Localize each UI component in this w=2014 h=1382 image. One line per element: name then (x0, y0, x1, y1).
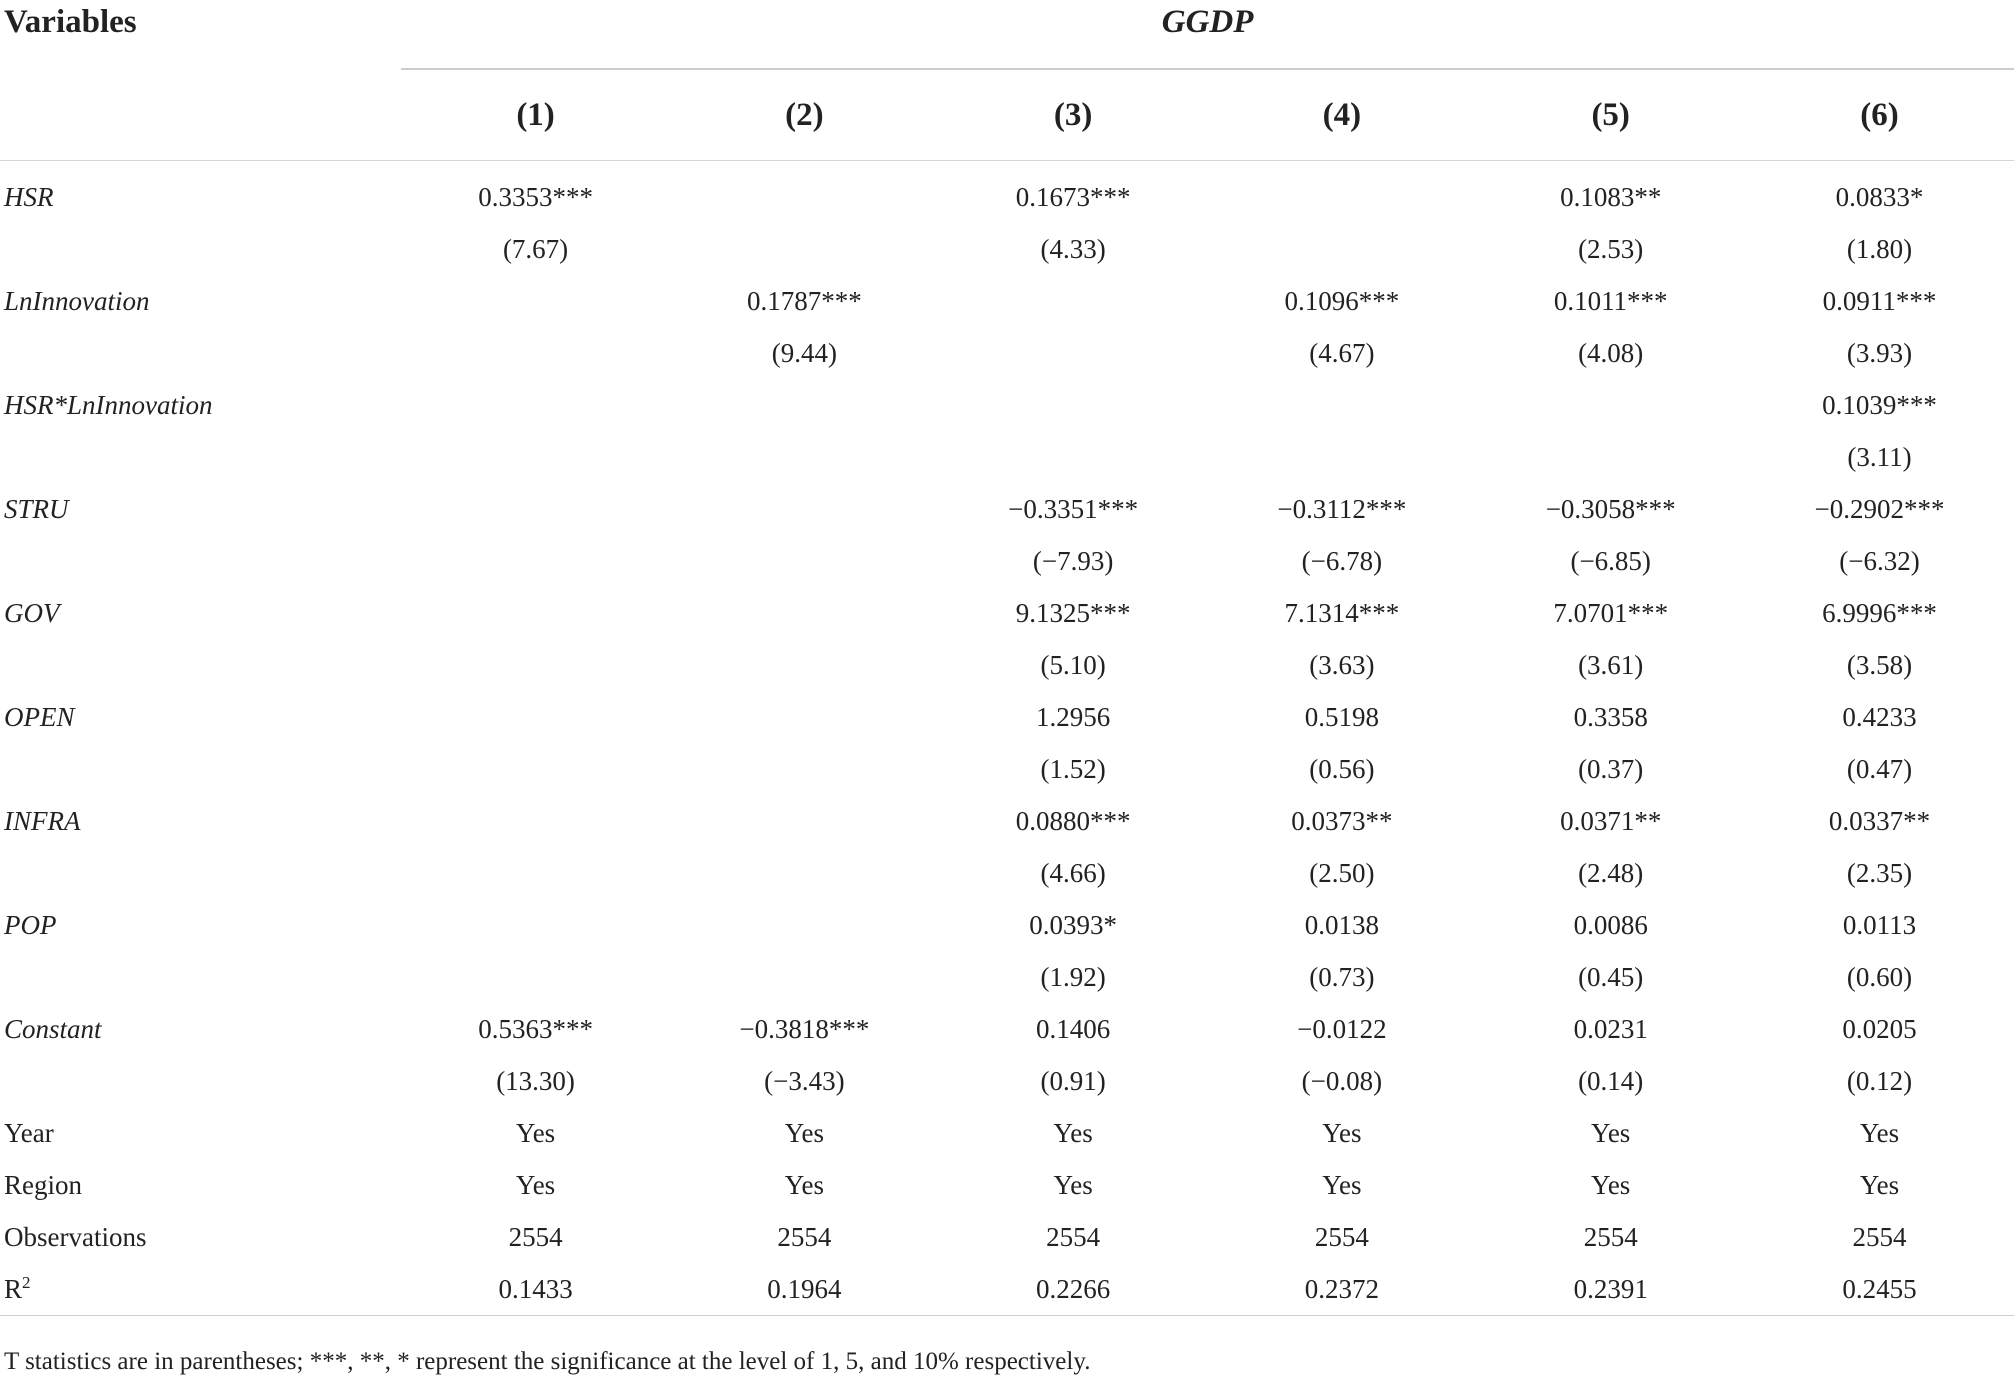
variable-label: POP (4, 909, 57, 940)
column-number-row (0, 69, 2014, 161)
coefficient-cell: 0.4233 (1842, 701, 1917, 732)
coefficient-cell (1208, 161, 1477, 224)
tstat-cell (1476, 431, 1745, 483)
table-row-tstat (0, 535, 2014, 587)
table-row-coefficient (0, 1003, 2014, 1055)
column-header: (5) (1476, 69, 1745, 161)
coefficient-cell (670, 483, 939, 535)
coefficient-cell (401, 379, 670, 431)
tstat-cell: (5.10) (1040, 649, 1106, 680)
coefficient-cell: 0.0138 (1304, 909, 1380, 940)
tstat-cell: (0.14) (1578, 1065, 1644, 1096)
variable-label-blank (0, 847, 401, 899)
variable-label: HSR*LnInnovation (4, 389, 213, 420)
tstat-cell: (−6.78) (1301, 545, 1383, 576)
coefficient-cell: −0.3112*** (1277, 493, 1407, 524)
table-row-tstat (0, 223, 2014, 275)
table-row-coefficient (0, 275, 2014, 327)
coefficient-cell: −0.3818*** (739, 1013, 870, 1044)
tstat-cell (670, 431, 939, 483)
coefficient-cell: 0.1406 (1036, 1013, 1111, 1044)
table-row-r-squared (0, 1263, 2014, 1316)
tstat-cell (670, 639, 939, 691)
coefficient-cell (401, 691, 670, 743)
tstat-cell: (2.53) (1578, 233, 1644, 264)
tstat-cell: (0.37) (1578, 753, 1644, 784)
tstat-cell: (7.67) (502, 233, 569, 264)
summary-cell: 2554 (508, 1221, 563, 1252)
table-row-coefficient (0, 379, 2014, 431)
coefficient-cell: 0.0337** (1828, 805, 1931, 836)
table-row-tstat (0, 639, 2014, 691)
summary-cell: Yes (1053, 1117, 1093, 1148)
coefficient-cell: 0.5198 (1304, 701, 1380, 732)
r-squared-label (0, 1263, 401, 1316)
summary-cell: 2554 (777, 1221, 832, 1252)
tstat-cell: (4.33) (1040, 233, 1106, 264)
tstat-cell: (−3.43) (764, 1065, 845, 1096)
tstat-cell: (3.93) (1846, 337, 1913, 368)
table-header-row (0, 0, 2014, 69)
coefficient-cell: 0.1673*** (1015, 181, 1131, 212)
tstat-cell (670, 743, 939, 795)
coefficient-cell (401, 483, 670, 535)
summary-cell: Yes (515, 1169, 556, 1200)
summary-cell: 2554 (1314, 1221, 1369, 1252)
column-header-blank (0, 69, 401, 161)
summary-cell: Yes (1591, 1117, 1631, 1148)
tstat-cell: (4.67) (1309, 337, 1375, 368)
summary-cell: Yes (1591, 1169, 1631, 1200)
column-header: (6) (1745, 69, 2014, 161)
coefficient-cell: 0.0880*** (1015, 805, 1131, 836)
coefficient-cell: −0.0122 (1297, 1013, 1387, 1044)
coefficient-cell: 0.0205 (1842, 1013, 1917, 1044)
tstat-cell (401, 535, 670, 587)
r-squared-label-superscript: 2 (22, 1272, 31, 1292)
table-row-coefficient (0, 899, 2014, 951)
tstat-cell (1208, 431, 1477, 483)
coefficient-cell (1476, 379, 1745, 431)
tstat-cell: (4.08) (1578, 337, 1644, 368)
tstat-cell: (0.73) (1309, 961, 1375, 992)
table-footnote: T statistics are in parentheses; ***, **, * represent the significance at the level of 1, 5, and 10% respectively. (4, 1348, 1091, 1375)
r-squared-cell: 0.1964 (670, 1263, 939, 1316)
table-body (0, 161, 2014, 1316)
column-header: (2) (670, 69, 939, 161)
coefficient-cell: 0.1096*** (1284, 285, 1400, 316)
coefficient-cell (670, 691, 939, 743)
tstat-cell: (−6.85) (1570, 545, 1651, 576)
variable-label-blank (0, 743, 401, 795)
tstat-cell: (−6.32) (1839, 545, 1920, 576)
table-row-tstat (0, 1055, 2014, 1107)
table-row-coefficient (0, 795, 2014, 847)
r-squared-cell: 0.2455 (1745, 1263, 2014, 1316)
coefficient-cell: 0.0086 (1573, 909, 1648, 940)
column-header: (1) (401, 69, 670, 161)
variable-label-blank (0, 223, 401, 275)
coefficient-cell (401, 275, 670, 327)
tstat-cell (401, 639, 670, 691)
summary-cell: Yes (784, 1169, 824, 1200)
tstat-cell (670, 223, 939, 275)
coefficient-cell (401, 899, 670, 951)
coefficient-cell (401, 795, 670, 847)
tstat-cell (401, 431, 670, 483)
table-row-tstat (0, 951, 2014, 1003)
table-row-coefficient (0, 691, 2014, 743)
table-row-summary (0, 1159, 2014, 1211)
summary-cell: Yes (1322, 1169, 1362, 1200)
variable-label: HSR (4, 181, 54, 212)
summary-cell: 2554 (1852, 1221, 1907, 1252)
coefficient-cell: 0.3358 (1573, 701, 1648, 732)
coefficient-cell: −0.2902*** (1814, 493, 1945, 524)
coefficient-cell: 0.0911*** (1822, 285, 1937, 316)
r-squared-cell: 0.2372 (1208, 1263, 1477, 1316)
tstat-cell: (4.66) (1040, 857, 1106, 888)
summary-cell: Yes (515, 1117, 556, 1148)
summary-cell: 2554 (1046, 1221, 1101, 1252)
dependent-variable-header: GGDP (401, 0, 2014, 69)
coefficient-cell (670, 899, 939, 951)
tstat-cell (401, 327, 670, 379)
tstat-cell: (13.30) (496, 1065, 575, 1096)
variable-label: LnInnovation (4, 285, 150, 316)
variable-label-blank (0, 431, 401, 483)
tstat-cell (939, 431, 1208, 483)
variables-header: Variables (4, 4, 137, 40)
coefficient-cell: 0.0833* (1835, 181, 1924, 212)
tstat-cell: (0.91) (1040, 1065, 1106, 1096)
coefficient-cell: 0.0371** (1560, 805, 1662, 836)
coefficient-cell: 0.5363*** (478, 1013, 593, 1044)
coefficient-cell: 7.1314*** (1284, 597, 1400, 628)
column-header: (4) (1208, 69, 1477, 161)
r-squared-label-base: R (4, 1273, 23, 1304)
tstat-cell: (−0.08) (1301, 1065, 1383, 1096)
r-squared-cell: 0.1433 (401, 1263, 670, 1316)
coefficient-cell: 0.0373** (1291, 805, 1393, 836)
summary-label: Observations (4, 1221, 147, 1252)
table-row-coefficient (0, 161, 2014, 224)
tstat-cell: (0.45) (1578, 961, 1644, 992)
coefficient-cell (1208, 379, 1477, 431)
table-row-tstat (0, 743, 2014, 795)
coefficient-cell: 0.0113 (1842, 909, 1917, 940)
tstat-cell: (1.52) (1040, 753, 1106, 784)
tstat-cell: (3.11) (1847, 441, 1912, 472)
tstat-cell: (1.80) (1846, 233, 1913, 264)
coefficient-cell: 0.3353*** (478, 181, 593, 212)
tstat-cell: (0.47) (1846, 753, 1913, 784)
summary-label: Year (4, 1117, 54, 1148)
coefficient-cell: 0.1083** (1560, 181, 1662, 212)
variable-label: OPEN (4, 701, 75, 732)
tstat-cell: (0.60) (1846, 961, 1913, 992)
tstat-cell: (0.12) (1846, 1065, 1913, 1096)
tstat-cell: (1.92) (1040, 961, 1106, 992)
tstat-cell: (0.56) (1309, 753, 1375, 784)
summary-cell: Yes (1322, 1117, 1362, 1148)
r-squared-cell: 0.2391 (1476, 1263, 1745, 1316)
coefficient-cell: 0.1039*** (1822, 389, 1937, 420)
tstat-cell (401, 951, 670, 1003)
coefficient-cell (670, 161, 939, 224)
summary-cell: Yes (1053, 1169, 1093, 1200)
tstat-cell: (3.63) (1309, 649, 1375, 680)
tstat-cell (401, 847, 670, 899)
tstat-cell (939, 327, 1208, 379)
coefficient-cell: 6.9996*** (1822, 597, 1937, 628)
summary-cell: Yes (1859, 1117, 1900, 1148)
tstat-cell (670, 951, 939, 1003)
variable-label: STRU (4, 493, 69, 524)
variable-label-blank (0, 639, 401, 691)
summary-cell: 2554 (1583, 1221, 1638, 1252)
tstat-cell: (−7.93) (1032, 545, 1114, 576)
variable-label-blank (0, 535, 401, 587)
tstat-cell (670, 535, 939, 587)
summary-label: Region (4, 1169, 82, 1200)
coefficient-cell: 7.0701*** (1553, 597, 1669, 628)
variable-label: Constant (4, 1013, 102, 1044)
table-row-coefficient (0, 587, 2014, 639)
table-row-tstat (0, 847, 2014, 899)
coefficient-cell (670, 379, 939, 431)
variable-label-blank (0, 1055, 401, 1107)
coefficient-cell (670, 795, 939, 847)
tstat-cell (670, 847, 939, 899)
table-row-summary (0, 1107, 2014, 1159)
column-header: (3) (939, 69, 1208, 161)
coefficient-cell: −0.3351*** (1008, 493, 1139, 524)
table-row-summary (0, 1211, 2014, 1263)
variable-label: INFRA (4, 805, 81, 836)
table-row-tstat (0, 327, 2014, 379)
coefficient-cell: −0.3058*** (1545, 493, 1676, 524)
r-squared-cell: 0.2266 (939, 1263, 1208, 1316)
tstat-cell (401, 743, 670, 795)
tstat-cell (1208, 223, 1477, 275)
coefficient-cell: 0.1011*** (1553, 285, 1668, 316)
tstat-cell: (3.58) (1846, 649, 1913, 680)
variable-label: GOV (4, 597, 60, 628)
tstat-cell: (9.44) (771, 337, 837, 368)
tstat-cell: (2.50) (1309, 857, 1375, 888)
coefficient-cell: 1.2956 (1036, 701, 1111, 732)
tstat-cell: (2.35) (1846, 857, 1913, 888)
variable-label-blank (0, 327, 401, 379)
coefficient-cell (670, 587, 939, 639)
variable-label-blank (0, 951, 401, 1003)
summary-cell: Yes (784, 1117, 824, 1148)
tstat-cell: (2.48) (1578, 857, 1644, 888)
coefficient-cell: 0.0393* (1029, 909, 1117, 940)
coefficient-cell: 0.1787*** (746, 285, 862, 316)
coefficient-cell (939, 275, 1208, 327)
coefficient-cell (401, 587, 670, 639)
table-row-tstat (0, 431, 2014, 483)
tstat-cell: (3.61) (1578, 649, 1644, 680)
table-row-coefficient (0, 483, 2014, 535)
coefficient-cell: 9.1325*** (1015, 597, 1131, 628)
coefficient-cell (939, 379, 1208, 431)
summary-cell: Yes (1859, 1169, 1900, 1200)
coefficient-cell: 0.0231 (1573, 1013, 1648, 1044)
